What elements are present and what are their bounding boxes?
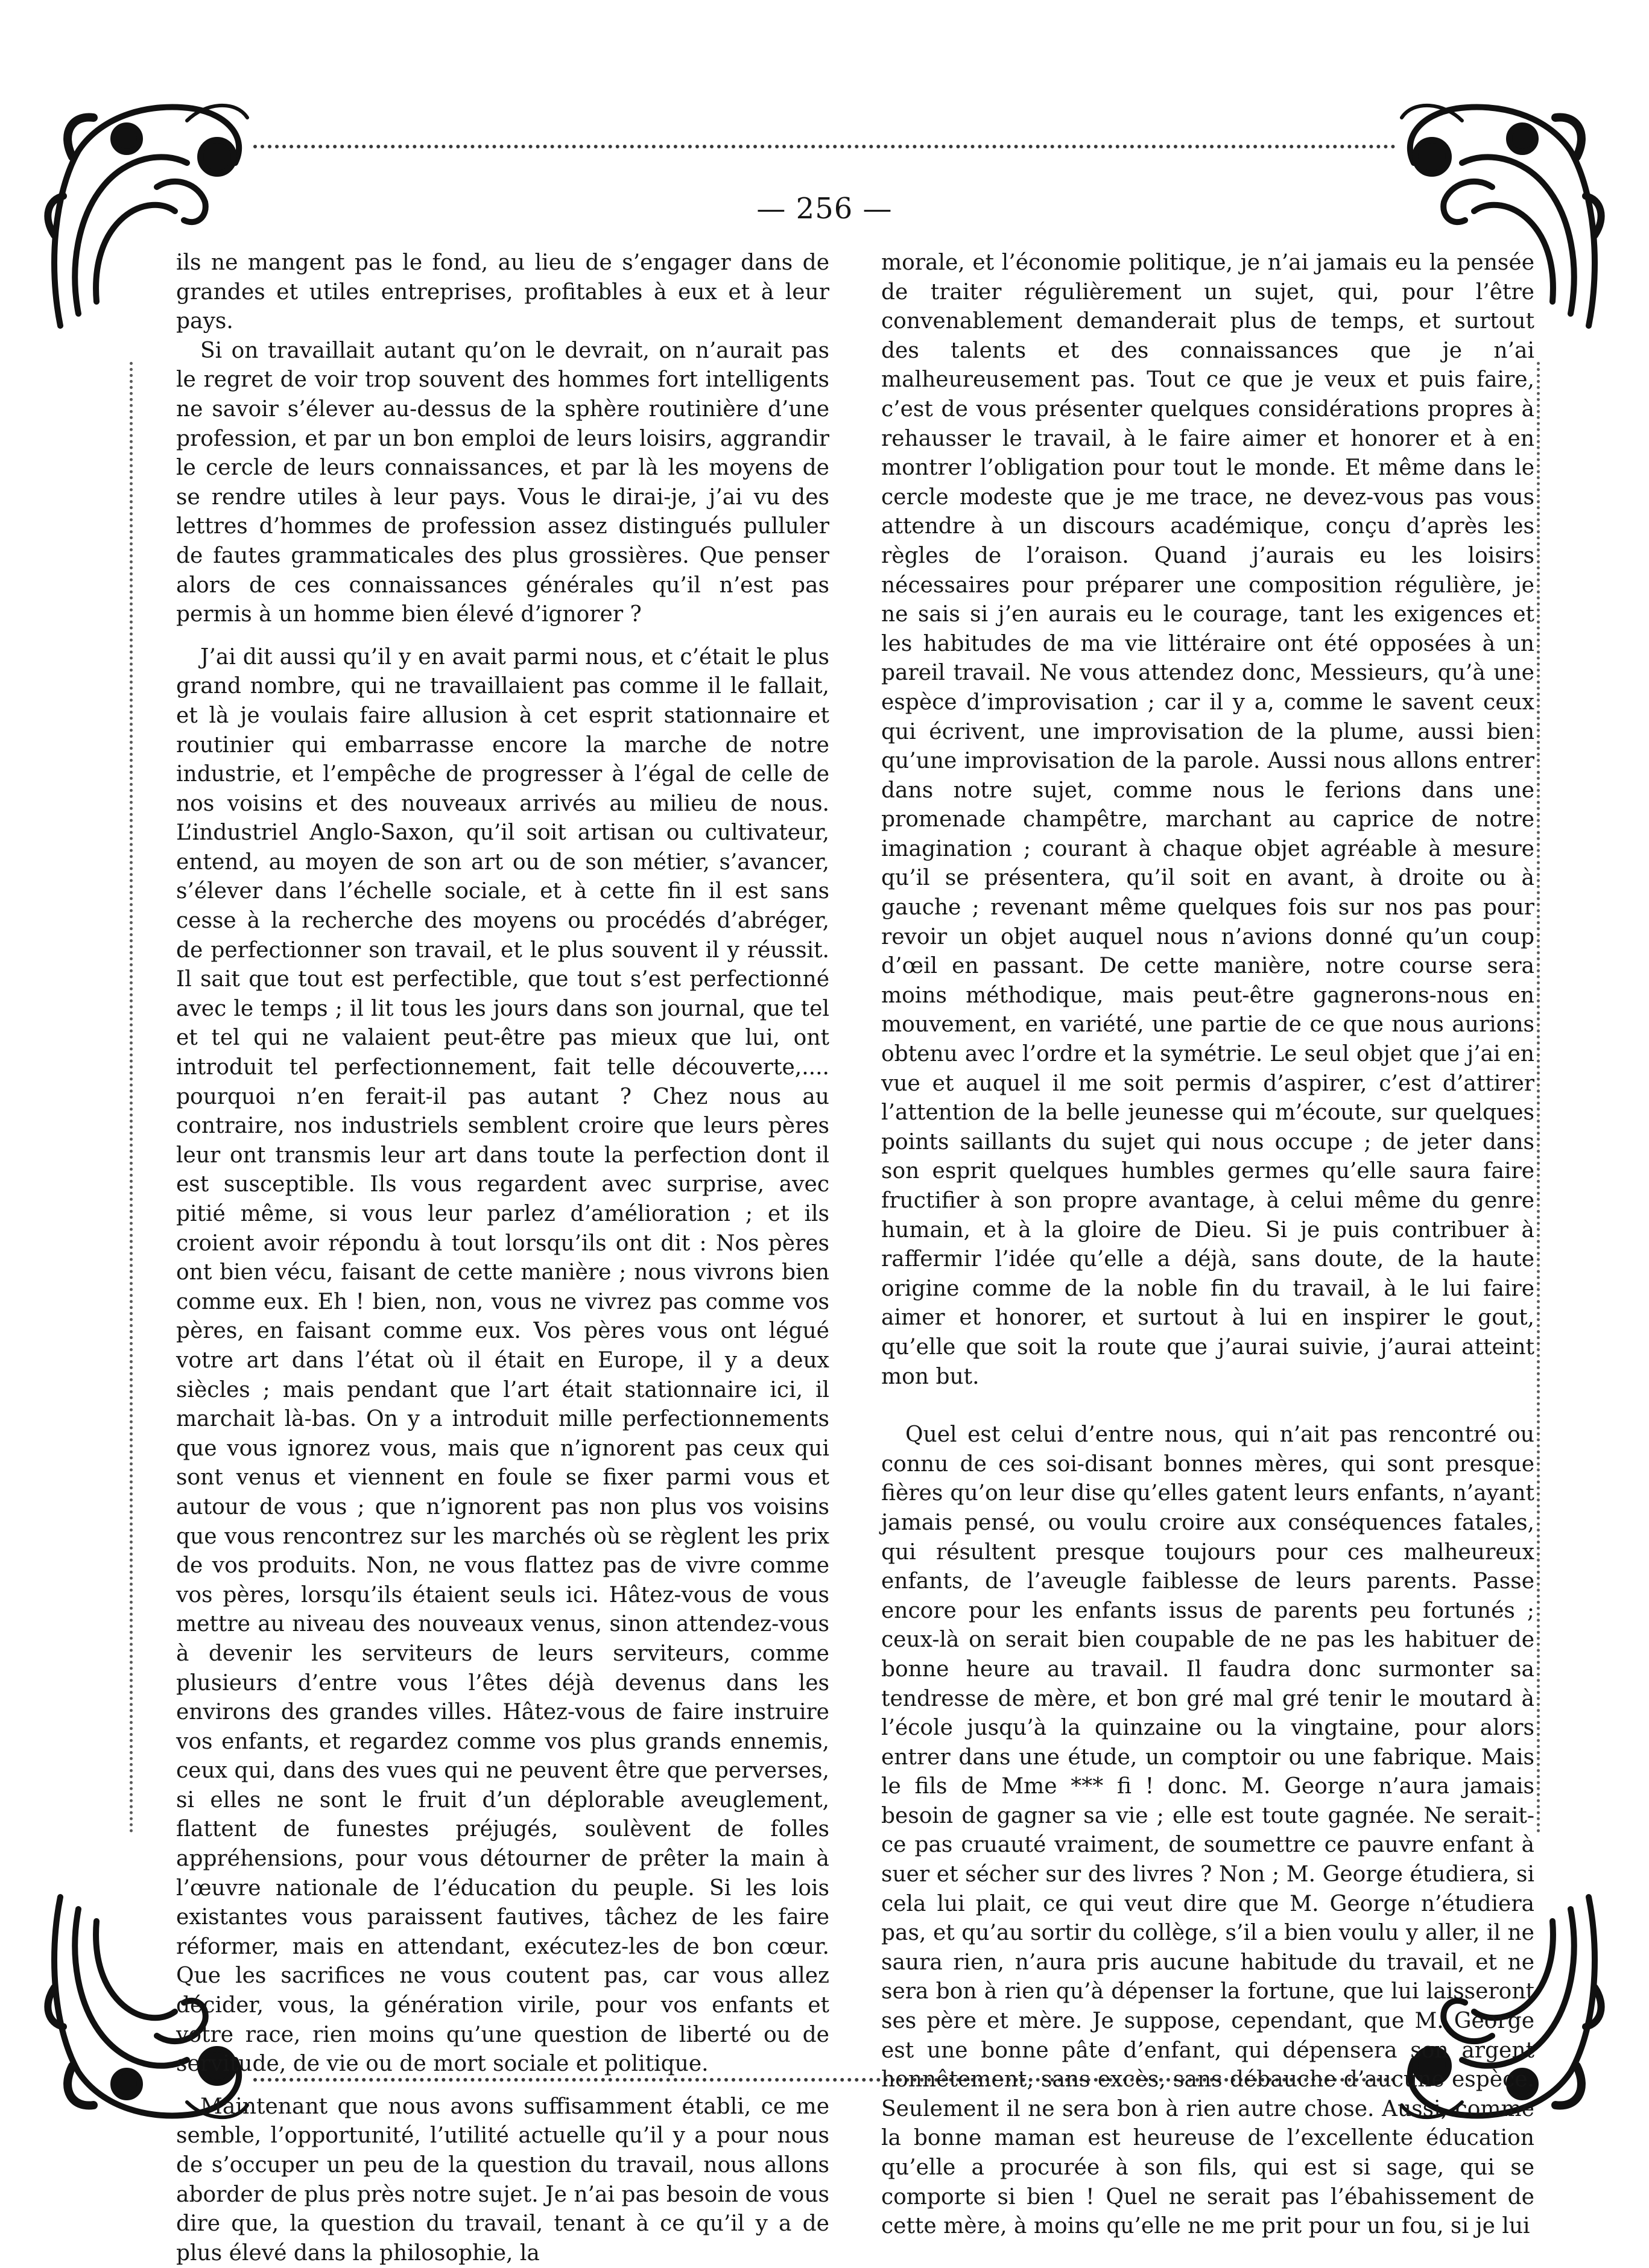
paragraph: Si on travaillait autant qu’on le devrait, on n’aurait pas le regret de voir trop souvent des hommes fort intelligents ne savoir s’élever au-dessus de la sphère routinière d’une profession, et par un bon emploi de leurs loisirs, aggrandir le cercle de leurs connaissances, et par là les moyens de se rendre utiles à leur pays. Vous le dirai-je, j’ai vu des lettres d’hommes de profession assez distingués pulluler de fautes grammaticales des plus grossières. Que penser alors de ces connaissances générales qu’il n’est pas permis à un homme bien élevé d’ignorer ? bbox=[176, 338, 829, 627]
paragraph: J’ai dit aussi qu’il y en avait parmi nous, et c’était le plus grand nombre, qui ne travaillaient pas comme il le fallait, et là je voulais faire allusion à cet esprit stationnaire et routinier qui embarrasse encore la marche de notre industrie, et l’empêche de progresser à l’égal de celle de nos voisins et des nouveaux arrivés au milieu de nous. L’industriel Anglo-Saxon, qu’il soit artisan ou cultivateur, entend, au moyen de son art ou de son métier, s’avancer, s’élever dans l’échelle sociale, et à cette fin il est sans cesse à la recherche des moyens ou procédés d’abréger, de perfectionner son travail, et le plus souvent il y réussit. Il sait que tout est perfectible, que tout s’est perfectionné avec le temps ; il lit tous les jours dans son journal, que tel et tel qui ne valaient peut-être pas mieux que lui, ont introduit tel perfectionnement, fait telle découverte,.... pourquoi n’en ferait-il pas autant ? Chez nous au contraire, nos industriels semblent croire que leurs pères leur ont transmis leur art dans toute la perfection dont il est susceptible. Ils vous regardent avec surprise, avec pitié même, si vous leur parlez d’amélioration ; et ils croient avoir répondu à tout lorsqu’ils ont dit : Nos pères ont bien vécu, faisant de cette manière ; nous vivrons bien comme eux. Eh ! bien, non, vous ne vivrez pas comme vos pères, en faisant comme eux. Vos pères vous ont légué votre art dans l’état où il était en Europe, il y a deux siècles ; mais pendant que l’art était stationnaire ici, il marchait là-bas. On y a introduit mille perfectionnements que vous ignorez vous, mais que n’ignorent pas ceux qui sont venus et viennent en foule se fixer parmi vous et autour de vous ; que n’ignorent pas non plus vos voisins que vous rencontrez sur les marchés où se règlent les prix de vos produits. Non, ne vous flattez pas de vivre comme vos pères, lorsqu’ils étaient seuls ici. Hâtez-vous de vous mettre au niveau des nouveaux venus, sinon attendez-vous à devenir les serviteurs de leurs serviteurs, comme plusieurs d’entre vous l’êtes déjà devenus dans les environs des grandes villes. Hâtez-vous de faire instruire vos enfants, et regardez comme vos plus grands ennemis, ceux qui, dans des vues qui ne peuvent être que perverses, si elles ne sont le fruit d’un déplorable aveuglement, flattent de funestes préjugés, soulèvent de folles appréhensions, pour vous détourner de prêter la main à l’œuvre nationale de l’éducation du peuple. Si les lois existantes vous paraissent fautives, tâchez de les faire réformer, mais en attendant, exécutez-les de bon cœur. Que les sacrifices ne vous coutent pas, car vous allez décider, vous, la génération virile, pour vos enfants et votre race, rien moins qu’une question de liberté ou de servitude, de vie ou de mort sociale et politique. bbox=[176, 644, 829, 2077]
paragraph: Maintenant que nous avons suffisamment établi, ce me semble, l’opportunité, l’utilité actuelle qu’il y a pour nous de s’occuper un peu de la question du travail, nous allons aborder de plus près notre sujet. Je n’ai pas besoin de vous dire que, la question du travail, tenant à ce qu’il y a de plus élevé dans la philosophie, la bbox=[176, 2094, 829, 2266]
right-border-rule bbox=[1537, 362, 1540, 1834]
text-column-right bbox=[881, 249, 1534, 2241]
top-border-rule bbox=[253, 145, 1396, 148]
paragraph: Quel est celui d’entre nous, qui n’ait pas rencontré ou connu de ces soi-disant bonnes mères, qui sont presque fières qu’on leur dise qu’elles gatent leurs enfants, n’ayant jamais pensé, ou voulu croire aux conséquences fatales, qui résultent presque toujours pour ces malheureux enfants, de l’aveugle faiblesse de leurs parents. Passe encore pour les enfants issus de parents peu fortunés ; ceux-là on serait bien coupable de ne pas les habituer de bonne heure au travail. Il faudra donc surmonter sa tendresse de mère, et bon gré mal gré tenir le moutard à l’école jusqu’à la quinzaine ou la vingtaine, pour alors entrer dans une étude, un comptoir ou une fabrique. Mais le fils de Mme *** fi ! donc. M. George n’aura jamais besoin de gagner sa vie ; elle est toute gagnée. Ne serait-ce pas cruauté vraiment, de soumettre ce pauvre enfant à suer et sécher sur des livres ? Non ; M. George étudiera, si cela lui plait, ce qui veut dire que M. George n’étudiera pas, et qu’au sortir du collège, s’il a bien voulu y aller, il ne saura rien, n’aura pris aucune habitude du travail, et ne sera bon à rien qu’à dépenser la fortune, que lui laisseront ses père et mère. Je suppose, cependant, que M. George est une bonne pâte d’enfant, qui dépensera son argent honnêtement, sans excès, sans débauche d’aucune espèce. Seulement il ne sera bon à rien autre chose. Aussi, comme la bonne maman est heureuse de l’excellente éducation qu’elle a procurée à son fils, qui est si sage, qui se comporte si bien ! Quel ne serait pas l’ébahissement de cette mère, à moins qu’elle ne me prit pour un fou, si je lui bbox=[881, 1422, 1534, 2239]
paragraph: ils ne mangent pas le fond, au lieu de s’engager dans de grandes et utiles entreprises, profitables à eux et à leur pays. bbox=[176, 250, 829, 334]
text-column-left bbox=[176, 249, 829, 2268]
page-number: — 256 — bbox=[756, 192, 893, 226]
paragraph: morale, et l’économie politique, je n’ai jamais eu la pensée de traiter régulièrement un sujet, qui, pour l’être convenablement demanderait plus de temps, et surtout des talents et des connaissances que je n’ai malheureusement pas. Tout ce que je veux et puis faire, c’est de vous présenter quelques considérations propres à rehausser le travail, à le faire aimer et honorer et à en montrer l’obligation pour tout le monde. Et même dans le cercle modeste que je me trace, ne devez-vous pas vous attendre à un discours académique, conçu d’après les règles de l’oraison. Quand j’aurais eu les loisirs nécessaires pour préparer une composition régulière, je ne sais si j’en aurais eu le courage, tant les exigences et les habitudes de ma vie littéraire ont été opposées à un pareil travail. Ne vous attendez donc, Messieurs, qu’à une espèce d’improvisation ; car il y a, comme le savent ceux qui écrivent, une improvisation de la plume, aussi bien qu’une improvisation de la parole. Aussi nous allons entrer dans notre sujet, comme nous le ferions dans une promenade champêtre, marchant au caprice de notre imagination ; courant à chaque objet agréable à mesure qu’il se présentera, qu’il soit en avant, à droite ou à gauche ; revenant même quelques fois sur nos pas pour revoir un objet auquel nous n’avions donné qu’un coup d’œil en passant. De cette manière, notre course sera moins méthodique, mais peut-être gagnerons-nous en mouvement, en variété, une partie de ce que nous aurions obtenu avec l’ordre et la symétrie. Le seul objet que j’ai en vue et auquel il me soit permis d’aspirer, c’est d’attirer l’attention de la belle jeunesse qui m’écoute, sur quelques points saillants du sujet qui nous occupe ; de jeter dans son esprit quelques humbles germes qu’elle saura faire fructifier à son propre avantage, à celui même du genre humain, et à la gloire de Dieu. Si je puis contribuer à raffermir l’idée qu’elle a déjà, sans doute, de la haute origine comme de la noble fin du travail, à le lui faire aimer et honorer, et surtout à lui en inspirer le gout, qu’elle que soit la route que j’aurai suivie, j’aurai atteint mon but. bbox=[881, 250, 1534, 1389]
left-border-rule bbox=[130, 362, 133, 1834]
